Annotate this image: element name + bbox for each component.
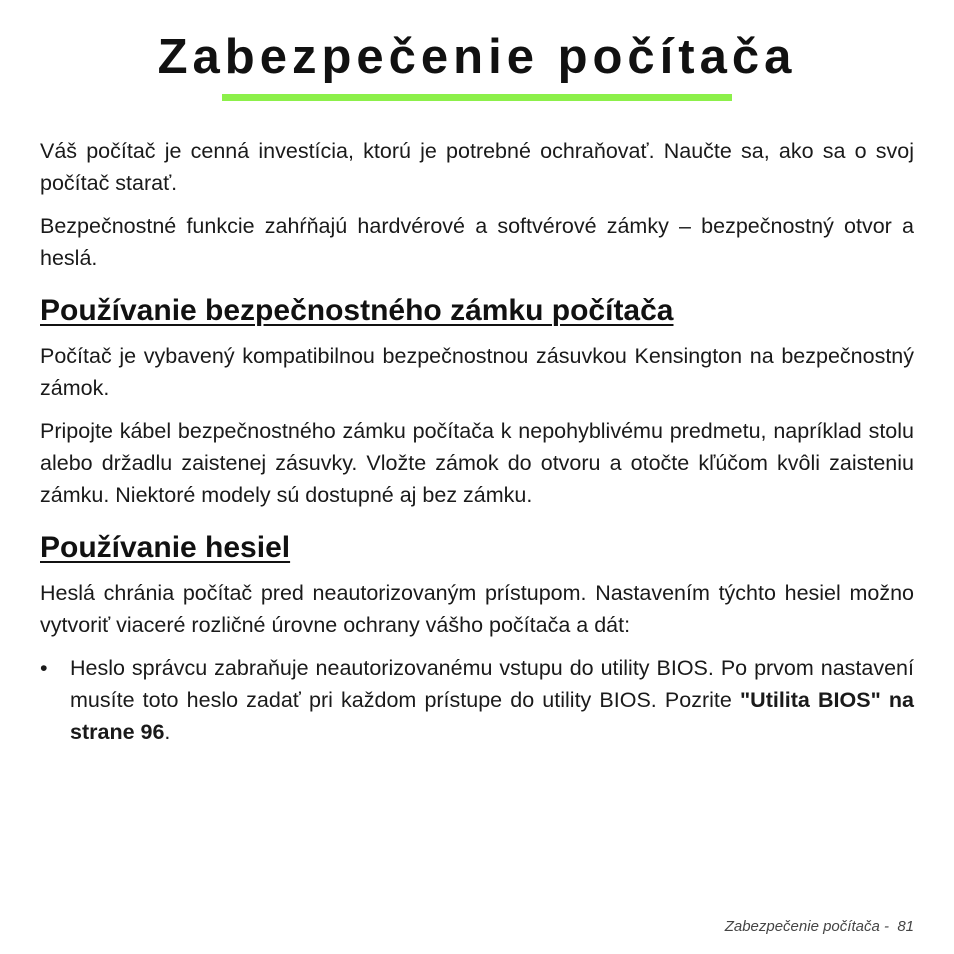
- lock-paragraph-1: Počítač je vybavený kompatibilnou bezpečnostnou zásuvkou Kensington na bezpečnostný zámok.: [40, 344, 914, 400]
- passwords-paragraph-1: Heslá chránia počítač pred neautorizovaným prístupom. Nastavením týchto hesiel možno vytvoriť viaceré rozličné úrovne ochrany vášho počítača a dát:: [40, 581, 914, 637]
- page-content: [40, 135, 914, 748]
- lock-paragraph-2: Pripojte kábel bezpečnostného zámku počítača k nepohyblivému predmetu, napríklad stolu alebo držadlu zaistenej zásuvky. Vložte zámok do otvoru a otočte kľúčom kvôli zaisteniu zámku. Niektoré modely sú dostupné aj bez zámku.: [40, 419, 914, 507]
- passwords-bullet-list: [40, 652, 914, 748]
- bios-cross-reference-link[interactable]: "Utilita BIOS" na strane 96: [70, 688, 914, 744]
- page-title: Zabezpečenie počítača: [157, 30, 797, 84]
- section-heading-lock: Používanie bezpečnostného zámku počítača: [40, 294, 674, 327]
- list-item: [40, 652, 914, 748]
- intro-paragraph-1: Váš počítač je cenná investícia, ktorú je potrebné ochraňovať. Naučte sa, ako sa o svoj počítač starať.: [40, 139, 914, 195]
- section-heading-passwords: Používanie hesiel: [40, 531, 291, 564]
- intro-paragraph-2: Bezpečnostné funkcie zahŕňajú hardvérové a softvérové zámky – bezpečnostný otvor a heslá.: [40, 214, 914, 270]
- title-underline: [222, 94, 732, 101]
- bullet-end: .: [164, 720, 171, 744]
- bullet-marker: •: [40, 656, 48, 680]
- footer-label: Zabezpečenie počítača -: [724, 918, 889, 935]
- page-number: 81: [897, 918, 914, 935]
- page-footer: [725, 918, 914, 935]
- bullet-text: Heslo správcu zabraňuje neautorizovanému vstupu do utility BIOS. Po prvom nastavení musíte toto heslo zadať pri každom prístupe do utility BIOS. Pozrite: [70, 656, 914, 712]
